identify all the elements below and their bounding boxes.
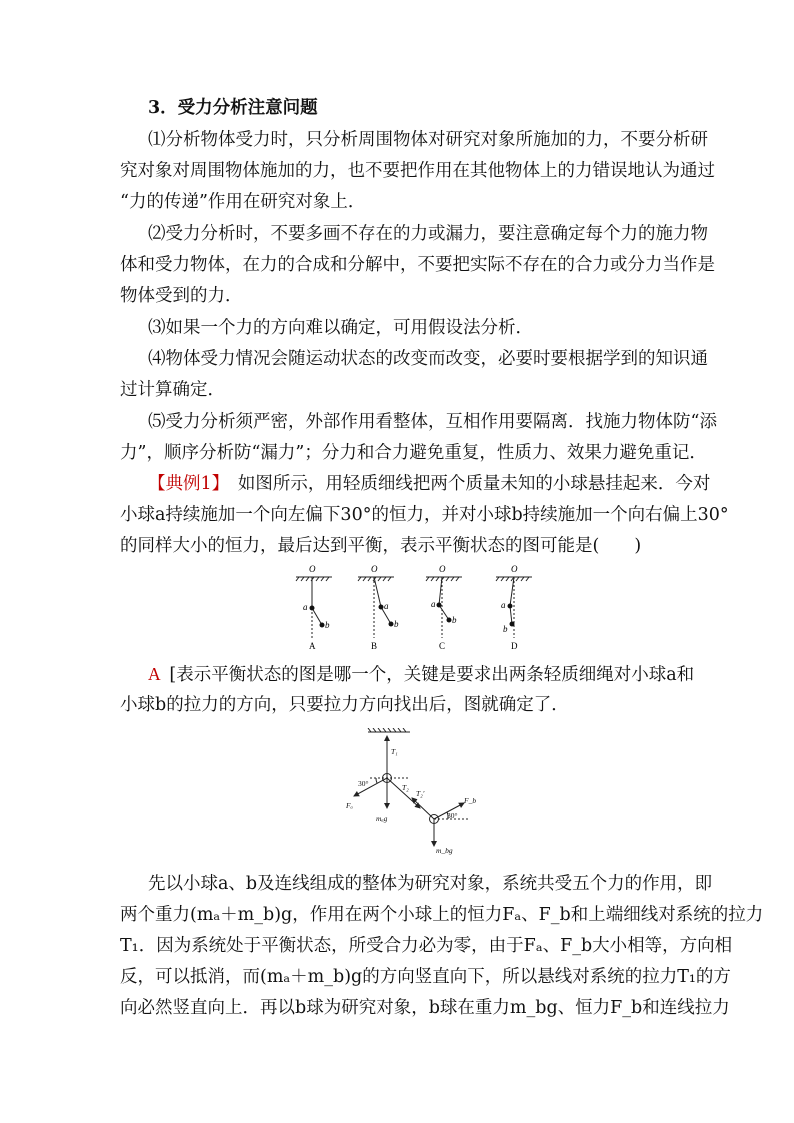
- answer-line-2: 小球b的拉力的方向，只要拉力方向找出后，图就确定了．: [120, 695, 569, 715]
- solution-line-4: 反，可以抵消，而(mₐ＋m_b)g的方向竖直向下，所以悬线对系统的拉力T₁的方: [120, 967, 731, 987]
- item-1-line-1: ⑴分析物体受力时，只分析周围物体对研究对象所施加的力，不要分析研: [148, 130, 708, 150]
- label-T1: T₁: [391, 747, 398, 756]
- example-line-1: [148, 472, 710, 496]
- option-b-label: B: [371, 641, 378, 651]
- option-c-ball-b-label: b: [452, 615, 457, 625]
- item-4-line-1: ⑷物体受力情况会随运动状态的改变而改变，必要时要根据学到的知识通: [148, 349, 708, 369]
- answer-line-1: [148, 662, 694, 687]
- option-d-label: D: [511, 641, 518, 651]
- item-2-line-1: ⑵受力分析时，不要多画不存在的力或漏力，要注意确定每个力的施力物: [148, 224, 708, 244]
- option-d-ball-a-label: a: [501, 600, 506, 610]
- item-2-line-3: 物体受到的力．: [120, 286, 243, 306]
- item-2-line-2: 体和受力物体，在力的合成和分解中，不要把实际不存在的合力或分力当作是: [120, 255, 715, 275]
- option-a-ball-a-label: a: [303, 602, 308, 612]
- option-a-ball-b-label: b: [325, 620, 330, 630]
- option-c-ball-a-label: a: [431, 599, 436, 609]
- item-1-line-2: 究对象对周围物体施加的力，也不要把作用在其他物体上的力错误地认为通过: [120, 161, 715, 181]
- answer-line-1-text: [表示平衡状态的图是哪一个，关键是要求出两条轻质细绳对小球a和: [169, 665, 695, 685]
- example-line-3: 的同样大小的恒力，最后达到平衡，表示平衡状态的图可能是( ): [120, 536, 642, 556]
- label-mbg: m_bg: [436, 846, 453, 855]
- label-angle-a: 30°: [358, 779, 369, 788]
- option-c-label: C: [439, 641, 446, 651]
- example-line-2: 小球a持续施加一个向左偏下30°的恒力，并对小球b持续施加一个向右偏上30°: [120, 505, 729, 525]
- item-3-line-1: ⑶如果一个力的方向难以确定，可用假设法分析．: [148, 318, 533, 338]
- solution-line-1: 先以小球a、b及连线组成的整体为研究对象，系统共受五个力的作用，即: [148, 874, 713, 894]
- option-d-o-label: O: [511, 564, 518, 574]
- option-d-ball-b-label: b: [503, 624, 508, 634]
- options-figure: [288, 562, 548, 654]
- option-b-o-label: O: [371, 564, 378, 574]
- option-c-o-label: O: [439, 564, 446, 574]
- option-b-ball-b-label: b: [394, 619, 399, 629]
- force-diagram: [340, 728, 480, 858]
- label-T2: T₂: [402, 783, 409, 792]
- example-line-1-text: 如图所示，用轻质细线把两个质量未知的小球悬挂起来．今对: [220, 474, 711, 494]
- label-Fa: Fₐ: [346, 801, 353, 810]
- section-title: 3．受力分析注意问题: [148, 98, 318, 118]
- label-mag: mₐg: [376, 814, 388, 823]
- option-a-label: A: [309, 641, 316, 651]
- option-a-o-label: O: [309, 564, 316, 574]
- item-5-line-1: ⑸受力分析须严密，外部作用看整体，互相作用要隔离．找施力物体防“添: [148, 412, 717, 432]
- item-5-line-2: 力”，顺序分析防“漏力”；分力和合力避免重复，性质力、效果力避免重记．: [120, 443, 707, 463]
- label-T2-prime: T₂′: [416, 789, 425, 798]
- answer-letter: A: [148, 664, 161, 684]
- label-angle-b: 30°: [447, 811, 458, 820]
- solution-line-3: T₁．因为系统处于平衡状态，所受合力必为零，由于Fₐ、F_b大小相等，方向相: [120, 936, 733, 956]
- item-1-line-3: “力的传递”作用在研究对象上．: [120, 192, 366, 212]
- example-tag: 【典例1】: [148, 474, 221, 494]
- item-4-line-2: 过计算确定．: [120, 380, 225, 400]
- label-Fb: F_b: [464, 796, 477, 805]
- solution-line-5: 向必然竖直向上．再以b球为研究对象，b球在重力m_bg、恒力F_b和连线拉力: [120, 998, 730, 1018]
- solution-line-2: 两个重力(mₐ＋m_b)g，作用在两个小球上的恒力Fₐ、F_b和上端细线对系统的拉力: [120, 905, 764, 925]
- option-b-ball-a-label: a: [384, 601, 389, 611]
